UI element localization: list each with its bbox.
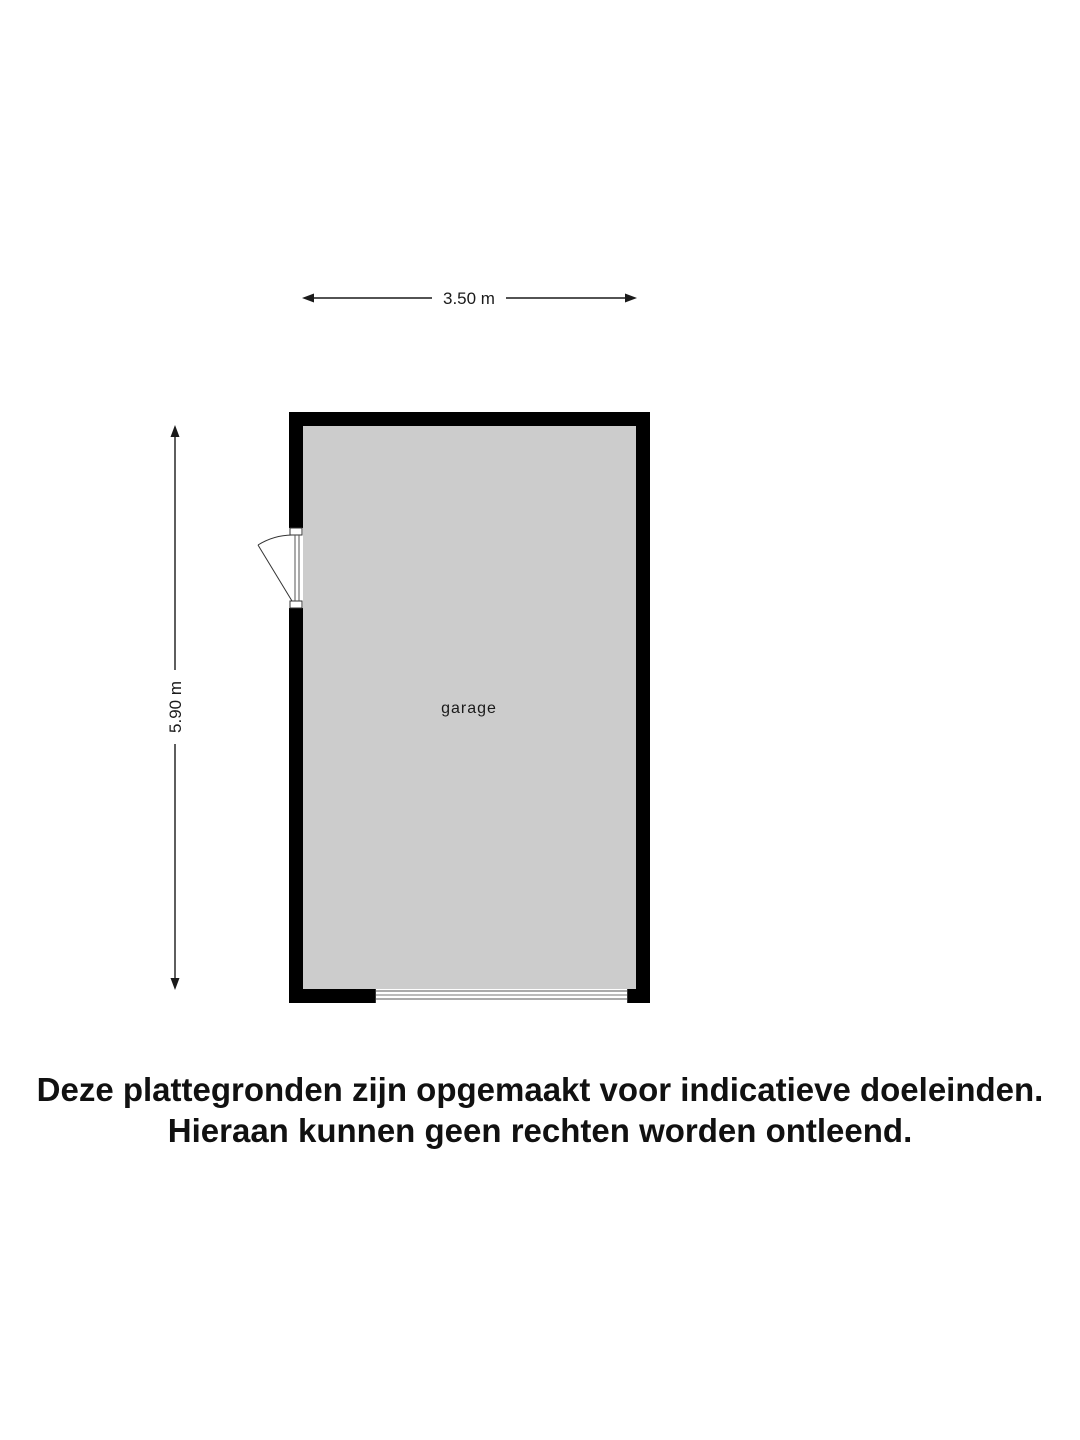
door-opening [289, 528, 303, 608]
door-jamb-top [290, 528, 302, 535]
disclaimer-line-1: Deze plattegronden zijn opgemaakt voor indicatieve doeleinden. [36, 1071, 1044, 1108]
width-label: 3.50 m [443, 289, 495, 308]
disclaimer-line-2: Hieraan kunnen geen rechten worden ontleend. [167, 1112, 913, 1149]
garage-door [375, 989, 628, 1003]
height-label: 5.90 m [166, 681, 185, 733]
arrow-down-icon [171, 978, 180, 990]
door-jamb-bottom [290, 601, 302, 608]
room-label: garage [441, 700, 497, 717]
door-swing-arc [258, 535, 292, 545]
garage-room [258, 412, 650, 1003]
arrow-right-icon [625, 294, 637, 303]
door-leaf [258, 545, 292, 601]
height-dimension [166, 425, 185, 990]
width-dimension [302, 289, 637, 308]
arrow-left-icon [302, 294, 314, 303]
side-door [258, 528, 303, 608]
arrow-up-icon [171, 425, 180, 437]
